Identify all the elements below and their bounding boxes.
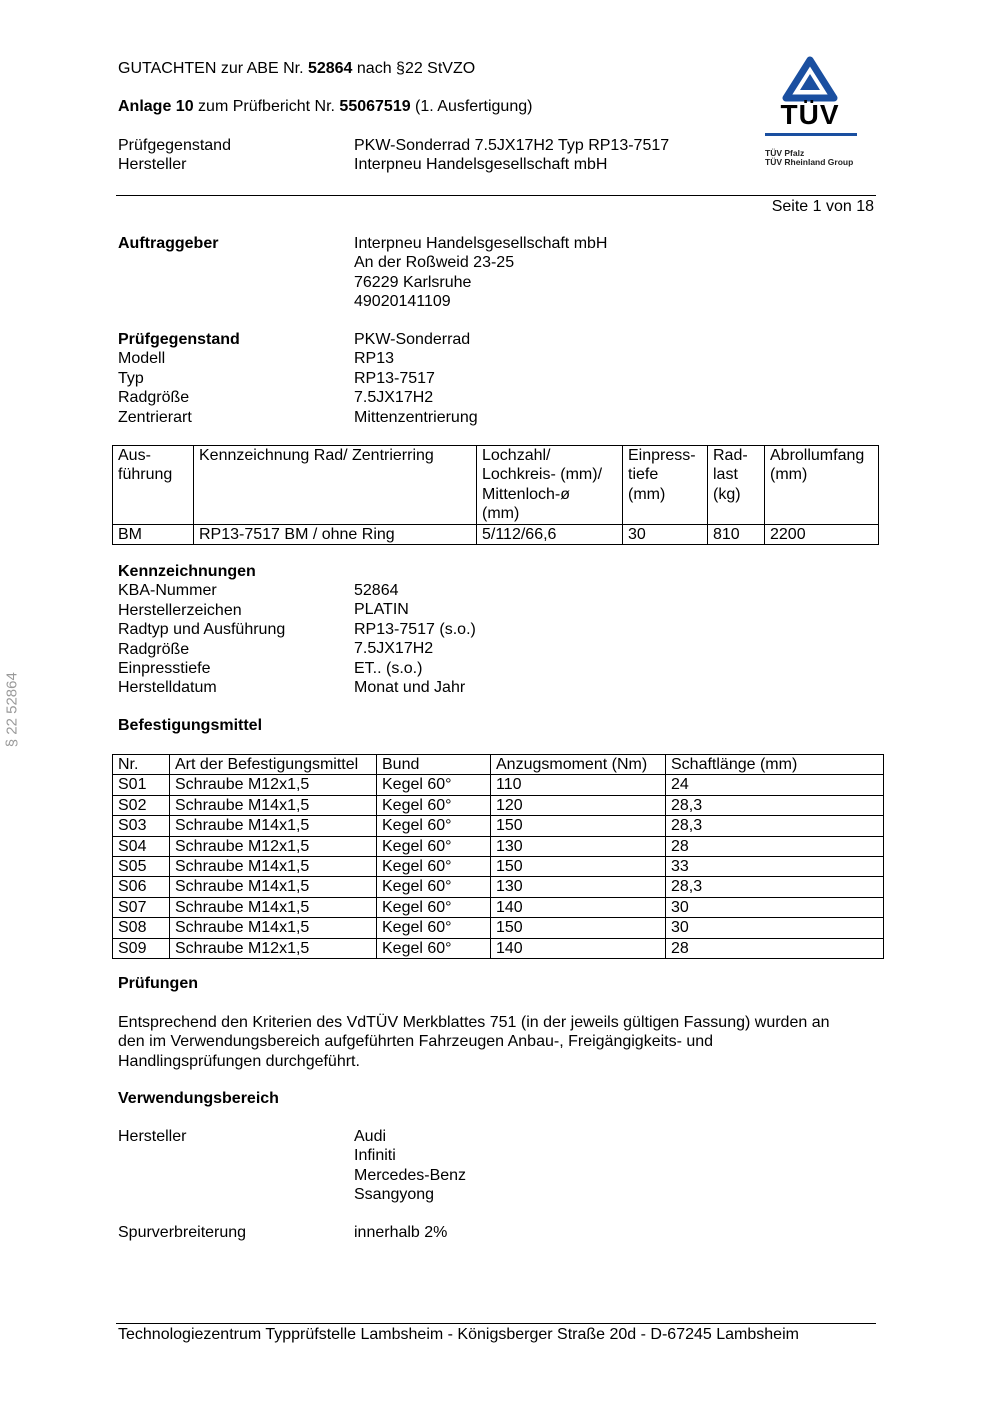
fastener-cell: Schraube M14x1,5 bbox=[170, 877, 377, 897]
wheel-cell: BM bbox=[113, 524, 194, 544]
markings-label: Einpresstiefe bbox=[118, 660, 211, 678]
fastener-table bbox=[112, 754, 884, 959]
fastener-cell: 150 bbox=[491, 816, 666, 836]
fastener-cell: 28 bbox=[666, 836, 884, 856]
fastener-cell: 28 bbox=[666, 938, 884, 958]
tuv-logo-sub-1: TÜV Pfalz bbox=[765, 148, 805, 158]
client-line: 49020141109 bbox=[354, 293, 451, 311]
fastener-cell: 140 bbox=[491, 897, 666, 917]
markings-labels bbox=[118, 562, 285, 698]
wheel-cell: 2200 bbox=[765, 524, 879, 544]
markings-value: Monat und Jahr bbox=[354, 679, 466, 697]
fastener-cell: Schraube M12x1,5 bbox=[170, 836, 377, 856]
fastener-cell: Kegel 60° bbox=[377, 857, 491, 877]
fastener-cell: S04 bbox=[113, 836, 170, 856]
list-item: Ssangyong bbox=[354, 1186, 435, 1204]
wheel-header-cell: Einpress- tiefe (mm) bbox=[623, 446, 708, 525]
usage-maker-label: Hersteller bbox=[118, 1128, 187, 1145]
markings-value: 7.5JX17H2 bbox=[354, 640, 434, 658]
table-row bbox=[113, 775, 884, 795]
side-mark: § 22 52864 bbox=[3, 672, 21, 748]
wheel-header-cell: Kennzeichnung Rad/ Zentrierring bbox=[194, 446, 477, 525]
header-line-1-suffix: nach §22 StVZO bbox=[352, 60, 476, 77]
table-row bbox=[113, 877, 884, 897]
fastener-cell: Schraube M14x1,5 bbox=[170, 918, 377, 938]
annex-label: Anlage 10 bbox=[118, 98, 194, 115]
table-row bbox=[113, 918, 884, 938]
test-object-value: RP13-7517 bbox=[354, 369, 435, 387]
footer-divider bbox=[116, 1323, 876, 1324]
fastener-cell: S06 bbox=[113, 877, 170, 897]
tuv-logo-text: TÜV bbox=[780, 99, 840, 130]
fastener-cell: 130 bbox=[491, 877, 666, 897]
fastener-cell: Kegel 60° bbox=[377, 897, 491, 917]
client-line: 76229 Karlsruhe bbox=[354, 273, 472, 291]
fastener-cell: Kegel 60° bbox=[377, 938, 491, 958]
report-number: 55067519 bbox=[339, 98, 411, 115]
tuv-logo bbox=[762, 56, 862, 172]
markings-value: RP13-7517 (s.o.) bbox=[354, 620, 476, 638]
fastener-cell: Schraube M14x1,5 bbox=[170, 857, 377, 877]
markings-value: ET.. (s.o.) bbox=[354, 659, 423, 677]
client-line: An der Roßweid 23-25 bbox=[354, 254, 515, 272]
fastener-cell: 150 bbox=[491, 918, 666, 938]
fastener-header-cell: Art der Befestigungsmittel bbox=[170, 755, 377, 775]
fastener-cell: 33 bbox=[666, 857, 884, 877]
table-row bbox=[113, 857, 884, 877]
fastener-cell: S09 bbox=[113, 938, 170, 958]
list-item: Mercedes-Benz bbox=[354, 1166, 467, 1184]
footer-text: Technologiezentrum Typprüfstelle Lambsheim - Königsberger Straße 20d - D-67245 Lambsheim bbox=[118, 1326, 799, 1343]
table-row bbox=[113, 897, 884, 917]
fastener-cell: Schraube M12x1,5 bbox=[170, 775, 377, 795]
fastener-cell: 24 bbox=[666, 775, 884, 795]
fastener-cell: 110 bbox=[491, 775, 666, 795]
usage-makers bbox=[354, 1127, 466, 1205]
wheel-table bbox=[112, 445, 879, 545]
markings-value: PLATIN bbox=[354, 601, 409, 619]
fastener-cell: Schraube M14x1,5 bbox=[170, 897, 377, 917]
tests-heading: Prüfungen bbox=[118, 975, 198, 992]
header-subject-label: Prüfgegenstand bbox=[118, 137, 231, 154]
fastener-cell: S03 bbox=[113, 816, 170, 836]
test-object-values bbox=[354, 330, 478, 427]
page-number: Seite 1 von 18 bbox=[771, 198, 874, 215]
fastener-header-cell: Schaftlänge (mm) bbox=[666, 755, 884, 775]
test-object-value: Mittenzentrierung bbox=[354, 408, 478, 426]
table-row bbox=[113, 938, 884, 958]
wheel-header-cell: Aus- führung bbox=[113, 446, 194, 525]
fastener-cell: 150 bbox=[491, 857, 666, 877]
table-row bbox=[113, 524, 879, 544]
fastener-cell: Schraube M14x1,5 bbox=[170, 816, 377, 836]
fastener-header-cell: Anzugsmoment (Nm) bbox=[491, 755, 666, 775]
wheel-header-cell: Abrollumfang (mm) bbox=[765, 446, 879, 525]
fastener-cell: 120 bbox=[491, 795, 666, 815]
fastener-cell: Kegel 60° bbox=[377, 795, 491, 815]
header-line-2-suffix: (1. Ausfertigung) bbox=[410, 98, 533, 115]
markings-label: KBA-Nummer bbox=[118, 582, 217, 600]
header-maker-label: Hersteller bbox=[118, 156, 187, 173]
markings-value: 52864 bbox=[354, 582, 399, 599]
header-divider bbox=[116, 195, 876, 196]
table-row bbox=[113, 795, 884, 815]
header-maker-value: Interpneu Handelsgesellschaft mbH bbox=[354, 156, 608, 173]
fastener-cell: S07 bbox=[113, 897, 170, 917]
header-line-2-middle: zum Prüfbericht Nr. bbox=[193, 98, 340, 115]
tests-line: Entsprechend den Kriterien des VdTÜV Merkblattes 751 (in der jeweils gültigen Fassung) wurden an bbox=[118, 1014, 830, 1031]
fastener-header-cell: Nr. bbox=[113, 755, 170, 775]
track-label: Spurverbreiterung bbox=[118, 1224, 247, 1241]
test-object-value: RP13 bbox=[354, 350, 395, 368]
fastener-cell: 30 bbox=[666, 918, 884, 938]
wheel-cell: RP13-7517 BM / ohne Ring bbox=[194, 524, 477, 544]
usage-heading: Verwendungsbereich bbox=[118, 1090, 279, 1107]
fastener-cell: 28,3 bbox=[666, 877, 884, 897]
fastener-cell: S08 bbox=[113, 918, 170, 938]
tests-paragraph bbox=[118, 1013, 830, 1071]
markings-label: Radtyp und Ausführung bbox=[118, 621, 286, 639]
header-subject-value: PKW-Sonderrad 7.5JX17H2 Typ RP13-7517 bbox=[354, 137, 670, 154]
test-object-labels bbox=[118, 330, 240, 427]
tests-line: den im Verwendungsbereich aufgeführten Fahrzeugen Anbau-, Freigängigkeits- und bbox=[118, 1033, 714, 1051]
markings-label: Herstellerzeichen bbox=[118, 601, 242, 619]
list-item: Audi bbox=[354, 1128, 387, 1145]
fastener-cell: Kegel 60° bbox=[377, 918, 491, 938]
fastener-cell: Kegel 60° bbox=[377, 836, 491, 856]
fastener-cell: S05 bbox=[113, 857, 170, 877]
header-line-1 bbox=[118, 59, 475, 78]
abe-number: 52864 bbox=[307, 60, 353, 77]
list-item: Infiniti bbox=[354, 1147, 396, 1165]
test-object-heading: Prüfgegenstand bbox=[118, 331, 240, 348]
tuv-logo-sub-2: TÜV Rheinland Group bbox=[765, 157, 854, 167]
test-object-heading-value: PKW-Sonderrad bbox=[354, 331, 471, 348]
client-line: Interpneu Handelsgesellschaft mbH bbox=[354, 235, 608, 252]
fastener-cell: 140 bbox=[491, 938, 666, 958]
wheel-cell: 810 bbox=[708, 524, 765, 544]
fastener-cell: 30 bbox=[666, 897, 884, 917]
track-value: innerhalb 2% bbox=[354, 1224, 448, 1241]
test-object-label: Radgröße bbox=[118, 389, 190, 407]
fasteners-heading: Befestigungsmittel bbox=[118, 717, 263, 734]
client-label: Auftraggeber bbox=[118, 235, 219, 252]
fastener-cell: S01 bbox=[113, 775, 170, 795]
fastener-cell: S02 bbox=[113, 795, 170, 815]
fastener-table-header bbox=[113, 755, 884, 775]
wheel-header-cell: Lochzahl/ Lochkreis- (mm)/ Mittenloch-ø (mm) bbox=[477, 446, 623, 525]
fastener-cell: 28,3 bbox=[666, 795, 884, 815]
test-object-label: Zentrierart bbox=[118, 408, 192, 426]
fastener-cell: 130 bbox=[491, 836, 666, 856]
table-row bbox=[113, 836, 884, 856]
fastener-header-cell: Bund bbox=[377, 755, 491, 775]
markings-values bbox=[354, 581, 476, 697]
header-line-1-prefix: GUTACHTEN zur ABE Nr. bbox=[118, 60, 308, 77]
markings-label: Radgröße bbox=[118, 640, 190, 658]
client-address bbox=[354, 234, 607, 312]
test-object-value: 7.5JX17H2 bbox=[354, 389, 434, 407]
markings-heading: Kennzeichnungen bbox=[118, 563, 256, 580]
markings-label: Herstelldatum bbox=[118, 679, 217, 697]
tests-line: Handlingsprüfungen durchgeführt. bbox=[118, 1052, 360, 1070]
wheel-cell: 30 bbox=[623, 524, 708, 544]
fastener-cell: Kegel 60° bbox=[377, 775, 491, 795]
fastener-cell: 28,3 bbox=[666, 816, 884, 836]
wheel-cell: 5/112/66,6 bbox=[477, 524, 623, 544]
wheel-table-header bbox=[113, 446, 879, 525]
test-object-label: Typ bbox=[118, 369, 144, 387]
fastener-cell: Schraube M14x1,5 bbox=[170, 795, 377, 815]
fastener-cell: Schraube M12x1,5 bbox=[170, 938, 377, 958]
table-row bbox=[113, 816, 884, 836]
fastener-cell: Kegel 60° bbox=[377, 816, 491, 836]
tuv-logo-rule bbox=[765, 133, 857, 136]
test-object-label: Modell bbox=[118, 350, 166, 368]
wheel-header-cell: Rad- last (kg) bbox=[708, 446, 765, 525]
fastener-cell: Kegel 60° bbox=[377, 877, 491, 897]
header-line-2 bbox=[118, 97, 532, 116]
